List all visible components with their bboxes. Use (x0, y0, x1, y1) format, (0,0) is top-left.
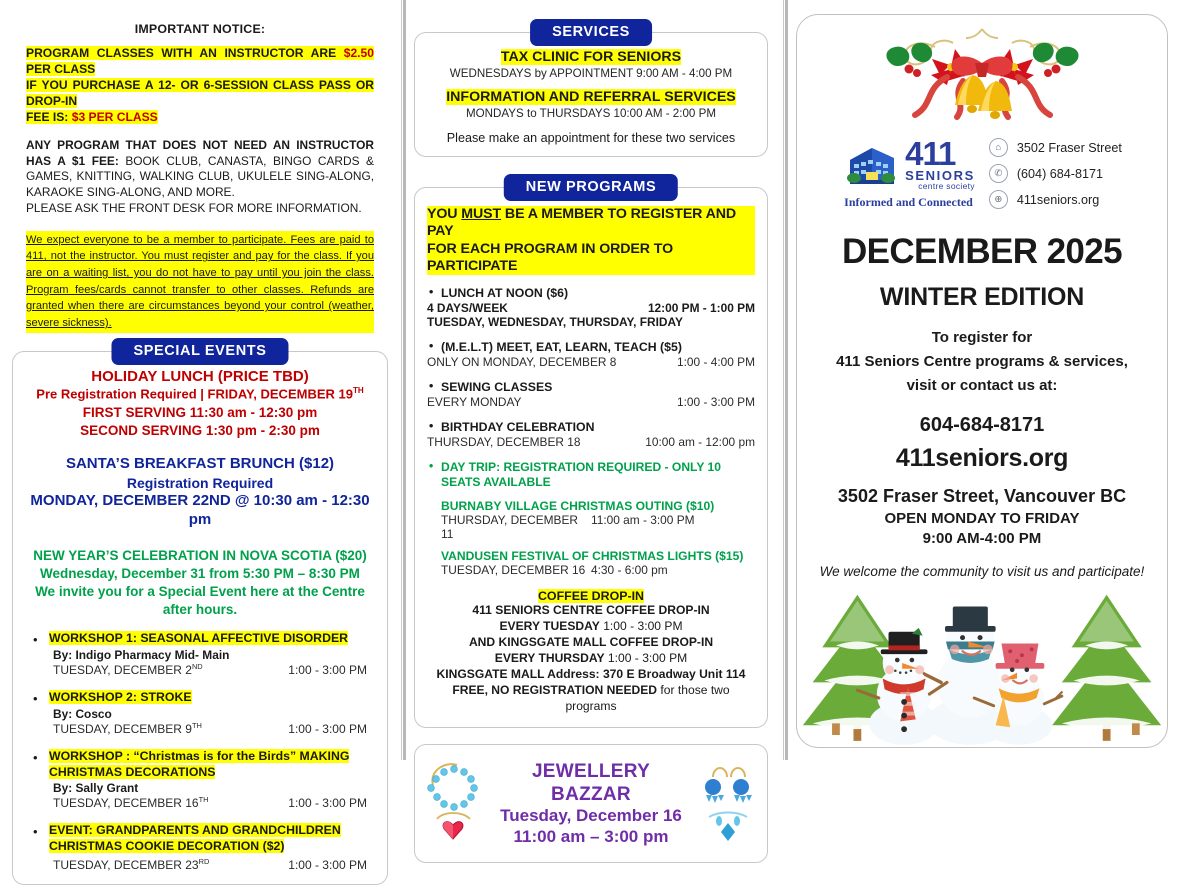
notice-line1: PROGRAM CLASSES WITH AN INSTRUCTOR ARE (26, 46, 337, 60)
services-title: SERVICES (530, 19, 652, 46)
membership-policy-note: We expect everyone to be a member to participate. Fees are paid to 411, not the instructor. You must register and pay for the class. If you are on a waiting list, you do not have to pay until you join the class. Program fees/cards cannot transfer to other classes. Refunds are granted when there are circumstances beyond your control (weather, severe sickness). (26, 231, 374, 333)
earrings-icon (697, 755, 759, 847)
coffee-line-4 (427, 651, 755, 667)
logo-seniors-word: SENIORS (905, 168, 975, 184)
special-events-title: SPECIAL EVENTS (111, 338, 288, 365)
workshop-date-text: TUESDAY, DECEMBER 23 (53, 857, 199, 872)
jewellery-left-icons (423, 755, 485, 852)
program-time: 1:00 - 4:00 PM (677, 355, 755, 370)
service-heading-text: TAX CLINIC FOR SENIORS (500, 49, 682, 65)
workshop-title-text: WORKSHOP 2: STROKE (49, 690, 192, 705)
program-item (427, 420, 755, 449)
day-trip-heading-l1: DAY TRIP: REGISTRATION REQUIRED - ONLY 10 (441, 460, 721, 475)
bullet-icon: • (33, 824, 38, 840)
coffee-line-2-day: EVERY TUESDAY (499, 619, 600, 634)
workshop-date (53, 857, 209, 872)
welcome-message: We welcome the community to visit us and participate! (819, 563, 1145, 579)
trip-schedule (441, 513, 755, 541)
santa-brunch-registration: Registration Required (126, 475, 274, 492)
workshop-title (49, 823, 373, 854)
workshop-item (27, 690, 373, 736)
middle-panel (400, 0, 782, 846)
program-schedule (427, 355, 755, 369)
workshop-title-text: WORKSHOP 1: SEASONAL AFFECTIVE DISORDER (49, 631, 349, 646)
workshop-item (27, 631, 373, 677)
banner-text-a: YOU (427, 206, 462, 222)
day-trip-heading-l2: SEATS AVAILABLE (441, 475, 551, 490)
trip-schedule (441, 563, 755, 577)
coffee-line-1: 411 SENIORS CENTRE COFFEE DROP-IN (472, 603, 710, 618)
program-schedule (427, 435, 755, 449)
santa-brunch-title: SANTA’S BREAKFAST BRUNCH ($12) (65, 455, 335, 473)
cover-card (796, 14, 1168, 748)
program-title-text: SEWING CLASSES (441, 380, 553, 395)
notice-price-1: $2.50 (343, 46, 374, 60)
left-panel (0, 0, 400, 872)
christmas-bells-decoration (875, 19, 1090, 136)
program-days: ONLY ON MONDAY, DECEMBER 8 (427, 355, 617, 370)
bullet-icon: • (33, 691, 38, 707)
workshop-presenter: By: Sally Grant (53, 781, 139, 796)
workshop-time: 1:00 - 3:00 PM (288, 663, 367, 678)
workshop-presenter: By: Cosco (53, 706, 112, 721)
jewellery-text-block (491, 760, 691, 848)
coffee-line-2-time: 1:00 - 3:00 PM (599, 619, 683, 634)
fee-notice-block (26, 45, 374, 125)
open-hours: 9:00 AM-4:00 PM (922, 530, 1042, 548)
workshop-title-text-2: CHRISTMAS DECORATIONS (49, 764, 216, 779)
coffee-line-5: KINGSGATE MALL Address: 370 E Broadway Unit 114 (436, 667, 746, 682)
no-instructor-body: BOOK CLUB, CANASTA, BINGO CARDS & GAMES, KNITTING, WALKING CLUB, UKULELE SING-ALONG, KARAOKE SING-ALONG, AND MORE. (26, 153, 374, 199)
bullet-icon: • (33, 632, 38, 648)
workshop-title (49, 690, 373, 706)
bullet-icon: • (429, 339, 434, 354)
trip-date: THURSDAY, DECEMBER 11 (441, 513, 578, 542)
trip-date: TUESDAY, DECEMBER 16 (441, 563, 586, 578)
bracelet-and-necklace-icon (423, 755, 485, 847)
bullet-icon: • (33, 749, 38, 765)
contact-phone-row[interactable] (989, 164, 1122, 183)
contact-address: 3502 Fraser Street (1016, 140, 1122, 155)
snowmen-decoration (797, 575, 1167, 747)
workshop-time: 1:00 - 3:00 PM (288, 796, 367, 811)
program-title-text: (M.E.L.T) MEET, EAT, LEARN, TEACH ($5) (441, 340, 682, 355)
holiday-lunch-reg-text: Pre Registration Required | FRIDAY, DECEMBER 19 (36, 386, 353, 402)
notice-heading: IMPORTANT NOTICE: (134, 22, 266, 36)
workshop-date (53, 721, 202, 736)
coffee-line-6 (427, 683, 755, 715)
snowmen-and-trees-icon (797, 575, 1167, 747)
pine-tree-right (1052, 595, 1161, 741)
organization-logo (842, 135, 975, 210)
coffee-free-text: FREE, NO REGISTRATION NEEDED (452, 683, 658, 698)
program-title-text: LUNCH AT NOON ($6) (441, 286, 569, 301)
no-instructor-fee-note (26, 138, 374, 200)
new-year-event (27, 547, 373, 618)
holiday-lunch-reg-sup: TH (352, 386, 364, 396)
program-days: 4 DAYS/WEEK (427, 301, 508, 316)
service-detail: MONDAYS to THURSDAYS 10:00 AM - 2:00 PM (466, 107, 716, 120)
workshop-date-sup: TH (198, 795, 209, 805)
workshop-presenter: By: Indigo Pharmacy Mid- Main (53, 648, 230, 663)
coffee-line-4-time: 1:00 - 3:00 PM (604, 651, 688, 666)
coffee-drop-in-section (427, 589, 755, 715)
logo-and-contact-row (842, 135, 1122, 210)
jewellery-title: JEWELLERY BAZZAR (531, 760, 651, 805)
page-subtitle: WINTER EDITION (879, 282, 1085, 311)
workshop-item (27, 749, 373, 810)
workshop-date-text: TUESDAY, DECEMBER 16 (53, 796, 199, 811)
services-appointment-note: Please make an appointment for these two services (446, 131, 736, 145)
coffee-heading-text: COFFEE DROP-IN (537, 589, 644, 604)
notice-price-2: $3 PER CLASS (71, 110, 158, 125)
services-panel (414, 24, 768, 157)
special-events-panel (12, 342, 388, 885)
service-heading (425, 49, 757, 65)
program-title (427, 340, 755, 354)
workshop-date-sup: ND (191, 662, 203, 672)
notice-line2: IF YOU PURCHASE A 12- OR 6-SESSION CLASS PASS OR DROP-IN (26, 78, 374, 109)
main-address: 3502 Fraser Street, Vancouver BC (837, 485, 1127, 506)
trip-time: 11:00 am - 3:00 PM (591, 513, 695, 528)
jewellery-time: 11:00 am – 3:00 pm (513, 826, 669, 846)
workshop-date-text: TUESDAY, DECEMBER 2 (53, 663, 192, 678)
logo-number: 411 (905, 135, 956, 172)
coffee-heading (427, 589, 755, 603)
service-detail: WEDNESDAYS by APPOINTMENT 9:00 AM - 4:00 PM (449, 67, 733, 80)
banner-line-2: FOR EACH PROGRAM IN ORDER TO PARTICIPATE (427, 240, 674, 274)
coffee-line-3: AND KINGSGATE MALL COFFEE DROP-IN (468, 635, 714, 650)
trip-name: VANDUSEN FESTIVAL OF CHRISTMAS LIGHTS ($15) (441, 549, 744, 564)
register-line-2: 411 Seniors Centre programs & services, (836, 352, 1128, 370)
registration-instructions (836, 326, 1128, 399)
workshop-title-text: WORKSHOP : “Christmas is for the Birds” MAKING (49, 748, 350, 763)
contact-phone: (604) 684-8171 (1016, 166, 1103, 181)
program-time: 12:00 PM - 1:00 PM (647, 301, 755, 316)
trip-item (427, 549, 755, 577)
logo-wordmark (905, 135, 975, 192)
notice-line3a: FEE IS: (26, 110, 69, 125)
page-title: DECEMBER 2025 (841, 231, 1123, 271)
right-panel (782, 0, 1180, 760)
program-days: EVERY MONDAY (427, 395, 522, 410)
program-title (427, 286, 755, 300)
logo-society-word: centre society (918, 181, 975, 192)
notice-line1b: PER CLASS (26, 62, 96, 77)
home-icon: ⌂ (989, 138, 1008, 157)
coffee-line-4-day: EVERY THURSDAY (494, 651, 605, 666)
main-phone-number[interactable]: 604-684-8171 (919, 413, 1045, 436)
workshop-date-text: TUESDAY, DECEMBER 9 (53, 721, 192, 736)
contact-website-row[interactable] (989, 190, 1122, 209)
program-title (427, 420, 755, 434)
program-subdetail: TUESDAY, WEDNESDAY, THURSDAY, FRIDAY (427, 315, 683, 330)
service-heading-text: INFORMATION AND REFERRAL SERVICES (446, 89, 736, 105)
new-programs-panel (414, 179, 768, 728)
contact-website: 411seniors.org (1016, 192, 1100, 207)
holiday-lunch-registration (27, 386, 373, 403)
main-website[interactable]: 411seniors.org (895, 443, 1069, 472)
coffee-line-2 (427, 619, 755, 635)
workshop-schedule (53, 795, 373, 810)
workshop-time: 1:00 - 3:00 PM (288, 857, 367, 872)
program-time: 1:00 - 3:00 PM (677, 395, 755, 410)
program-schedule (427, 395, 755, 409)
service-heading (425, 89, 757, 105)
program-item (427, 380, 755, 409)
santa-brunch-datetime: MONDAY, DECEMBER 22ND @ 10:30 am - 12:30 pm (30, 492, 370, 529)
workshop-time: 1:00 - 3:00 PM (288, 721, 367, 736)
register-line-3: visit or contact us at: (906, 377, 1058, 395)
workshop-title (49, 749, 373, 780)
new-programs-title: NEW PROGRAMS (504, 174, 678, 201)
bullet-icon: • (429, 419, 434, 434)
workshop-title-text: EVENT: GRANDPARENTS AND GRANDCHILDREN (49, 823, 341, 838)
holiday-lunch-second-serving: SECOND SERVING 1:30 pm - 2:30 pm (80, 422, 320, 438)
new-year-title: NEW YEAR’S CELEBRATION IN NOVA SCOTIA ($20) (33, 548, 367, 564)
new-year-datetime: Wednesday, December 31 from 5:30 PM – 8:30 PM (40, 565, 360, 581)
globe-icon: ⊕ (989, 190, 1008, 209)
program-title-text: BIRTHDAY CELEBRATION (441, 420, 595, 435)
holiday-lunch-first-serving: FIRST SERVING 11:30 am - 12:30 pm (82, 404, 318, 420)
jewellery-date: Tuesday, December 16 (500, 806, 682, 826)
service-entry (425, 49, 757, 80)
program-item (427, 286, 755, 329)
logo-tagline: Informed and Connected (844, 194, 973, 209)
workshop-schedule (53, 662, 373, 677)
building-icon (842, 142, 900, 188)
bullet-icon: • (429, 459, 434, 474)
workshop-title (49, 631, 373, 647)
bells-and-poinsettia-icon (875, 19, 1090, 131)
bullet-icon: • (429, 285, 434, 300)
bullet-icon: • (429, 379, 434, 394)
program-title (427, 380, 755, 394)
service-entry (425, 89, 757, 120)
register-line-1: To register for (931, 328, 1033, 346)
program-days: THURSDAY, DECEMBER 18 (427, 435, 581, 450)
trip-time: 4:30 - 6:00 pm (591, 563, 668, 578)
holiday-lunch-event (27, 368, 373, 440)
phone-icon: ✆ (989, 164, 1008, 183)
important-notice-section (0, 22, 400, 333)
contact-address-row (989, 138, 1122, 157)
workshop-date-sup: TH (191, 720, 202, 730)
workshop-schedule (53, 721, 373, 736)
holiday-lunch-title: HOLIDAY LUNCH (PRICE TBD) (91, 367, 309, 385)
santa-brunch-event (27, 455, 373, 530)
program-schedule (427, 301, 755, 315)
day-trip-section (427, 460, 755, 577)
workshop-date (53, 795, 209, 810)
trip-name: BURNABY VILLAGE CHRISTMAS OUTING ($10) (441, 499, 715, 514)
jewellery-bazzar-panel (414, 744, 768, 863)
day-trip-heading (427, 460, 755, 490)
coffee-free-suffix: for those two programs (565, 683, 730, 714)
front-desk-note: PLEASE ASK THE FRONT DESK FOR MORE INFORMATION. (26, 201, 362, 216)
open-days: OPEN MONDAY TO FRIDAY (884, 509, 1080, 527)
jewellery-right-icons (697, 755, 759, 852)
banner-must-word: MUST (461, 206, 502, 222)
new-year-invite: We invite you for a Special Event here at the Centre after hours. (35, 583, 365, 617)
membership-required-banner (427, 206, 755, 275)
workshop-date (53, 662, 203, 677)
no-instructor-lead: ANY PROGRAM THAT DOES NOT NEED AN INSTRUCTOR HAS A $1 FEE: (26, 138, 374, 168)
workshop-title-text-2: CHRISTMAS COOKIE DECORATION ($2) (49, 839, 285, 854)
program-item (427, 340, 755, 369)
trip-item (427, 499, 755, 541)
workshop-item (27, 823, 373, 871)
logo-main (842, 135, 975, 192)
program-time: 10:00 am - 12:00 pm (645, 435, 755, 450)
contact-list (989, 138, 1122, 209)
banner-text-b: BE A MEMBER TO REGISTER AND PAY (427, 206, 737, 240)
workshop-schedule (53, 857, 373, 872)
opening-hours (884, 509, 1079, 550)
workshop-date-sup: RD (198, 856, 210, 866)
